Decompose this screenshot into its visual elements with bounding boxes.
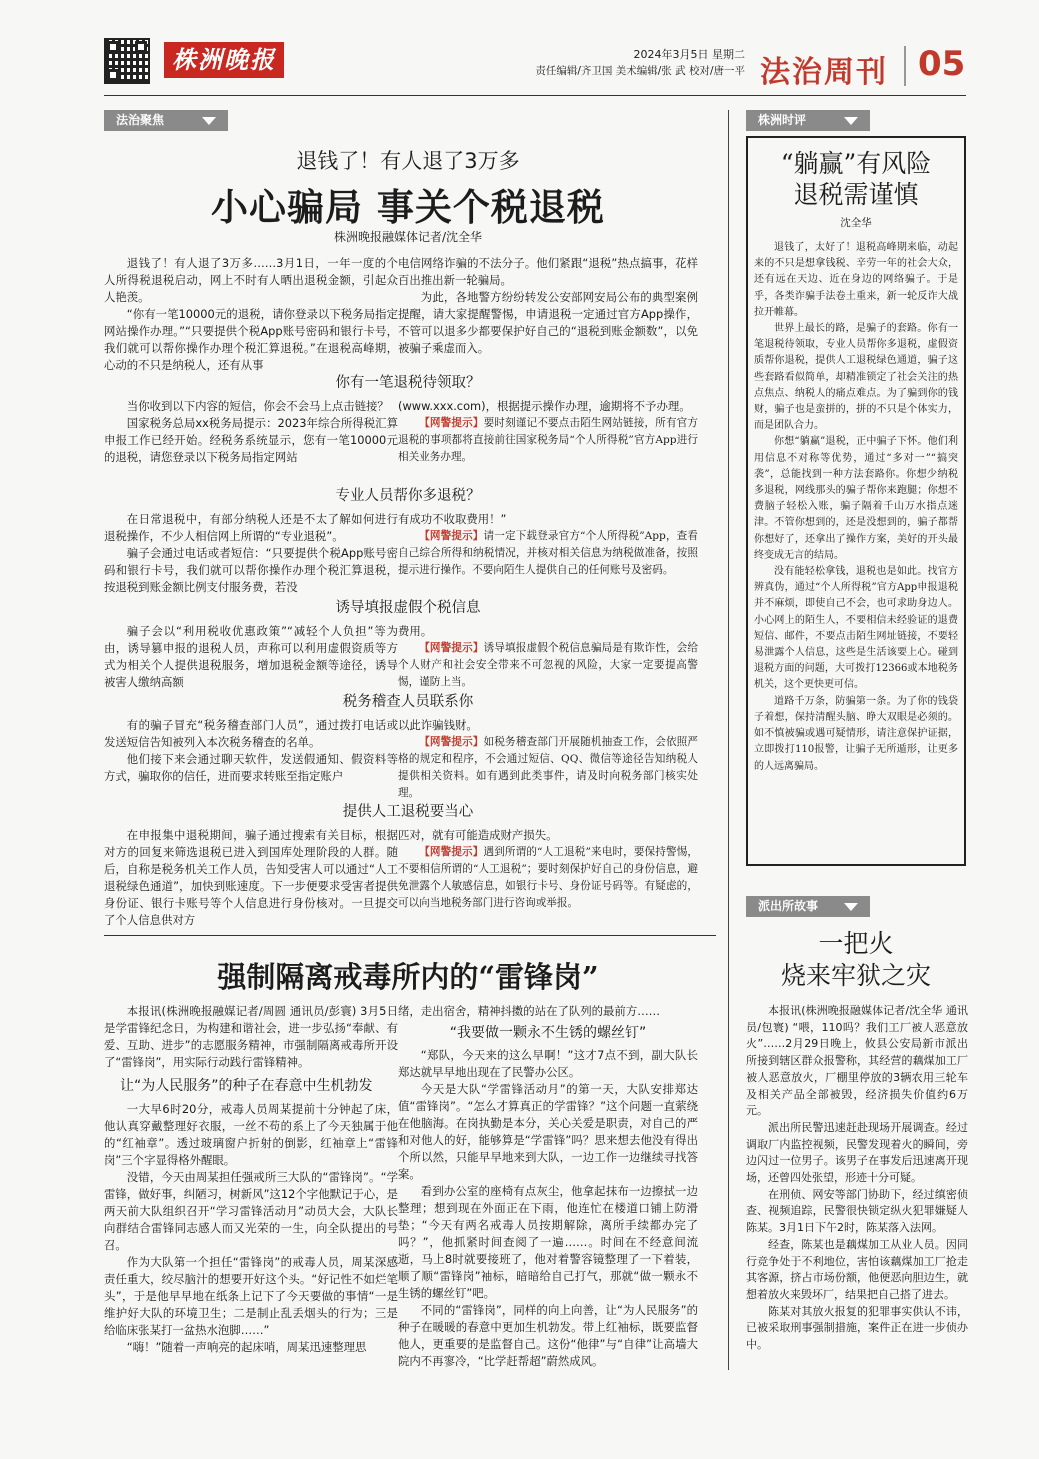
paragraph: 退钱了，太好了！退税高峰期来临，动起来的不只是想拿钱税、辛劳一年的社会大众，还有远在天边、近在身边的网络骗子。于是乎，各类诈骗手法卷土重来，新一轮反诈大战拉开帷幕。: [754, 242, 958, 318]
title-line: 烧来牢狱之灾: [780, 961, 931, 990]
paragraph: 在刑侦、网安等部门协助下，经过缜密侦查、视频追踪，民警很快锁定纵火犯罪嫌疑人陈某。3月1日下午2时，陈某落入法网。: [746, 1187, 968, 1235]
paragraph: 他们接下来会通过聊天软件，发送假通知、假资料等方式，骗取你的信任，进而要求转账至指定账户: [104, 752, 398, 783]
section-right: [398, 398, 698, 466]
title-line: “躺赢”有风险: [780, 149, 932, 178]
editors-line: 责任编辑/齐卫国 美术编辑/张 武 校对/唐一平: [535, 65, 745, 77]
paragraph: 今天是大队“学雷锋活动月”的第一天，大队安排郑达值“雷锋岗”。“怎么才算真正的学雷锋？”这个问题一直萦绕在他脑海。在岗执勤是本分，关心关爱是职责，对自己的严和对他人的好，能够算是“学雷锋”吗？思来想去他没有得出个所以然，只能早早地来到大队，一边工作一边继续寻找答案。: [398, 1082, 698, 1181]
section-left: [104, 827, 398, 929]
paragraph: 不同的“雷锋岗”，同样的向上向善，让“为人民服务”的种子在暖暖的春意中更加生机勃发。带上红袖标，既要监督他人，更重要的是监督自己。这份“他律”与“自律”让高墙大院内不再寥冷，“比学赶帮超”蔚然成风。: [398, 1303, 698, 1368]
paragraph: 经查，陈某也是藕煤加工从业人员。因同行竞争处于不利地位，害怕该藕煤加工厂抢走其客源，挤占市场份额，他便恶向胆边生，就想着放火来毁坏厂，结果把自己搭了进去。: [746, 1237, 968, 1301]
alert-text: 如税务稽查部门开展随机抽查工作，会依照严格的规定和程序，不会通过短信、QQ、微信等途径告知纳税人提供相关资料。如有遇到此类事件，请及时向税务部门核实处理。: [398, 736, 699, 799]
alert-label: 【网警提示】: [419, 642, 484, 654]
alert-label: 【网警提示】: [419, 530, 484, 542]
section-right: [398, 827, 698, 912]
paragraph: 费用。: [398, 624, 433, 638]
divider: [904, 46, 906, 86]
police-title: [746, 928, 966, 992]
paragraph: 骗子会以“利用税收优惠政策”“减轻个人负担”等为由，诱导篡申报的退税人员，声称可以利用虚假资质等方式为相关个人提供退税服务，增加退税金额等途径，诱导被害人缴纳高额: [104, 624, 398, 689]
commentary-body: [754, 240, 958, 775]
column-divider: [728, 110, 729, 1370]
paragraph: 在申报集中退税期间，骗子通过搜索有关目标，根据对方的回复来筛选退税已进入到国库处理阶段的人群。随后，自称是税务机关工作人员，告知受害人可以通过“人工退税绿色通道”，加快到账速度。下一步便要求受害者提供身份证、银行卡账号等个人信息进行身份核对。一旦提交了个人信息供对方: [104, 828, 398, 927]
paragraph: 退钱了！有人退了3万多……3月1日，一年一度的个人所得税退税启动，网上不时有人晒出退税金额，引起众人艳羡。: [104, 256, 398, 304]
alert-text: 诱导填报虚假个税信息骗局是有欺诈性，会给个人财产和社会安全带来不可忽视的风险，大家一定要提高警惕，谨防上当。: [398, 642, 699, 688]
paragraph: 世界上最长的路，是骗子的套路。你有一笔退税待领取，专业人员帮你多退税，虚假资质帮你退税，提供人工退税绿色通道，骗子这些套路看似简单，却精准锁定了社会关注的热点焦点、纳税人的痛点难点。为了骗到你的钱财，骗子也是蛮拼的，拼的不只是个体实力，而是团队合力。: [754, 323, 958, 432]
subheading: 提供人工退税要当心: [342, 804, 474, 820]
lower-headline: 强制隔离戒毒所内的“雷锋岗”: [217, 960, 599, 994]
chevron-down-icon: [202, 117, 216, 125]
alert-label: 【网警提示】: [419, 846, 484, 858]
subheading: 专业人员帮你多退税？: [335, 488, 481, 504]
section-right: [398, 623, 698, 691]
section-left: [104, 398, 398, 466]
issue-date: 2024年3月5日 星期二: [633, 48, 745, 61]
paragraph: 在日常退税中，有部分纳税人还是不太了解如何进行退税操作，不少人相信网上所谓的“专业退税”。: [104, 512, 398, 543]
paragraph: 当你收到以下内容的短信，你会不会马上点击链接？: [126, 399, 389, 413]
intro-left: [104, 255, 398, 374]
paragraph: 陈某对其放火报复的犯罪事实供认不讳，已被采取刑事强制措施，案件正在进一步侦办中。: [746, 1304, 968, 1352]
paragraph: 骗子会通过电话或者短信：“只要提供个税App账号密码和银行卡号，我们就可以帮你操作办理个税汇算退税，按退税到账金额比例支付服务费，若没: [104, 546, 398, 594]
paragraph: 道路千万条，防骗第一条。为了你的钱袋子着想，保持清醒头脑、睁大双眼是必须的。如不慎被骗或遇可疑情形，请注意保护证据，立即拨打110报警，让骗子无所遁形，让更多的人远离骗局。: [754, 695, 958, 772]
section-rule: [104, 935, 716, 936]
section-tag: 法治聚焦: [104, 110, 228, 131]
chevron-down-icon: [844, 117, 858, 125]
paragraph: 没错，今天由周某担任强戒所三大队的“雷锋岗”。“学雷锋，做好事，纠陋习，树新风”这12个字他默记于心，是两天前大队组织召开“学习雷锋活动月”动员大会，大队长向群结合雷锋同志感人而又光荣的一生，向全队提出的号召。: [104, 1170, 398, 1252]
qr-code: [104, 38, 150, 84]
paragraph: “嗨！”随着一声响亮的起床哨，周某迅速整理思: [126, 1340, 367, 1354]
title-line: 一把火: [818, 929, 894, 958]
alert-text: 要时刻谨记不要点击陌生网站链接，所有官方退税的事项都将直接前往国家税务局“个人所得税”官方App进行相关业务办理。: [398, 417, 699, 463]
section-left: [104, 511, 398, 596]
headline: 小心骗局 事关个税退税: [211, 186, 605, 229]
newspaper-logo: 株洲晚报: [164, 42, 284, 78]
paragraph: 派出所民警迅速赶赴现场开展调查。经过调取厂内监控视频，民警发现着火的瞬间，旁边闪过一位男子。该男子在事发后迅速离开现场，还曾四处张望，形迹十分可疑。: [746, 1120, 968, 1185]
section-left: [104, 623, 398, 691]
paragraph: 匹对，就有可能造成财产损失。: [398, 828, 558, 842]
section-right: [398, 717, 698, 802]
paragraph: 有成功不收取费用！”: [398, 512, 507, 526]
paragraph: 一大早6时20分，戒毒人员周某提前十分钟起了床，他认真穿戴整理好衣服，一丝不苟的系上了今天独属于他的“红袖章”。透过玻璃窗户折射的倒影，红袖章上“雷锋岗”三个字显得格外醒眼。: [104, 1102, 398, 1167]
subheading: 让“为人民服务”的种子在春意中生机勃发: [120, 1078, 373, 1094]
paragraph: 本报讯(株洲晚报融媒体记者/沈全华 通讯员/包寰) “喂，110吗？我们工厂被人恶意放火”……2月29日晚上，攸县公安局新市派出所接到辖区群众报警称，其经营的藕煤加工厂被人恶意放火，厂棚里停放的3辆农用三轮车及相关产品全部被毁，经济损失价值约6万元。: [746, 1004, 968, 1118]
subheading: 诱导填报虚假个税信息: [335, 600, 481, 616]
commentary-title: [746, 148, 966, 210]
page-number: 05: [918, 44, 966, 84]
intro-right: [398, 255, 698, 357]
paragraph: “你有一笔10000元的退税，请你登录以下税务局指定网站操作办理。”“只要提供个税App账号密码和银行卡号，我们就可以帮你操作办理个税汇算退税。”在退税高峰期，心动的不只是纳税人，还有从事: [104, 307, 398, 372]
section-right: [398, 511, 698, 579]
paragraph: 没有能轻松拿钱，退税也是如此。找官方辨真伪，通过“个人所得税”官方App申报退税并不麻烦，即使自己不会，也可求助身边人。小心网上的陌生人，不要相信未经验证的退费短信、邮件，不要点击陌生网址链接，不要轻易泄露个人信息，这些是生活该要上心。碰到退税方面的问题，大可拨打12366或本地税务机关，这个更快更可信。: [754, 566, 958, 691]
subheading: 税务稽查人员联系你: [342, 694, 474, 710]
paragraph: (www.xxx.com)，根据提示操作办理，逾期将不予办理。: [398, 399, 691, 413]
title-line: 退税需谨慎: [793, 180, 919, 209]
alert-label: 【网警提示】: [419, 736, 484, 748]
paragraph: 本报讯(株洲晚报融媒记者/周圆 通讯员/彭寰) 3月5日是学雷锋纪念日，为构建和谐社会，进一步弘扬“奉献、有爱、互助、进步”的志愿服务精神，市强制隔离戒毒所开设了“雷锋岗”，用实际行动践行雷锋精神。: [104, 1004, 398, 1069]
alert-text: 遇到所谓的“人工退税”来电时，要保持警惕，不要相信所谓的“人工退税”；要时刻保护好自己的身份信息，避免泄露个人敏感信息，如银行卡号、身份证号码等。有疑虑的，可以向当地税务部门进行咨询或举报。: [398, 846, 698, 909]
paragraph: 以此诈骗钱财。: [398, 718, 478, 732]
paragraph: “郑队，今天来的这么早啊！”这才7点不到，副大队长郑达就早早地出现在了民警办公区。: [398, 1048, 698, 1079]
subheading: “我要做一颗永不生锈的螺丝钉”: [449, 1025, 647, 1041]
subheading: 你有一笔退税待领取？: [335, 375, 481, 391]
top-rule: [104, 95, 966, 96]
section-tag: 株洲时评: [746, 110, 870, 131]
paragraph: 作为大队第一个担任“雷锋岗”的戒毒人员，周某深感责任重大，绞尽脑汁的想要开好这个头。“好记性不如烂笔头”，于是他早早地在纸条上记下了今天要做的事情“一是维护好大队的环境卫生；二是制止乱丢烟头的行为；三是给临床张某打一盆热水泡脚……”: [104, 1255, 398, 1337]
section-name: 法治周刊: [760, 55, 888, 90]
byline: 株洲晚报融媒体记者/沈全华: [333, 230, 483, 244]
alert-text: 请一定下载登录官方“个人所得税”App，查看自己综合所得和纳税情况，并核对相关信息为纳税做准备，按照提示进行操作。不要向陌生人提供自己的任何账号及密码。: [398, 530, 699, 576]
commentary-author: 沈全华: [840, 217, 872, 229]
paragraph: 绪，走出宿舍，精神抖擞的站在了队列的最前方……: [398, 1004, 660, 1018]
police-body: [746, 1003, 968, 1354]
paragraph: 看到办公室的座椅有点灰尘，他拿起抹布一边擦拭一边整理；想到现在外面正在下雨，他连忙在楼道口铺上防滑垫；“今天有两名戒毒人员按期解除，离所手续都办完了吗？”，他抓紧时间查阅了一遍……。时间在不经意间流逝，马上8时就要接班了，他对着警容镜整理了一下着装，顺了顺“雷锋岗”袖标，暗暗给自己打气，那就“做一颗永不生锈的螺丝钉”吧。: [398, 1184, 698, 1300]
paragraph: 为此，各地警方纷纷转发公安部网安局公布的典型案例提醒，请大家提醒警惕，申请退税一定通过官方App操作，不管可以退多少都要保护好自己的“退税到账金额数”，以免被骗子乘虚而入。: [398, 290, 698, 355]
paragraph: 电信网络诈骗的不法分子。他们紧跟“退税”热点搞事，花样百出推出新一轮骗局。: [398, 256, 698, 287]
paragraph: 国家税务总局xx税务局提示：2023年综合所得税汇算申报工作已经开始。经税务系统显示，您有一笔10000元的退税，请您登录以下税务局指定网站: [104, 416, 398, 464]
section-left: [104, 717, 398, 785]
lower-col-1: [104, 1003, 398, 1356]
paragraph: 有的骗子冒充“税务稽查部门人员”，通过拨打电话或发送短信告知被列入本次税务稽查的名单。: [104, 718, 398, 749]
lower-col-2: [398, 1003, 698, 1370]
section-tag: 派出所故事: [746, 896, 870, 917]
paragraph: 你想“躺赢”退税，正中骗子下怀。他们利用信息不对称等优势，通过“多对一”“搞突袭”，总能找到一种方法套路你。你想少纳税多退税，网线那头的骗子帮你来跑腿；你想不费脑子轻松入账，骗子隔着千山万水指点迷津。不管你想到的，还是没想到的，骗子都帮你想好了，还拿出了操作方案，美好的开头最终变成无言的结局。: [754, 436, 958, 561]
alert-label: 【网警提示】: [419, 417, 484, 429]
kicker: 退钱了！有人退了3万多: [296, 149, 520, 173]
chevron-down-icon: [844, 903, 858, 911]
